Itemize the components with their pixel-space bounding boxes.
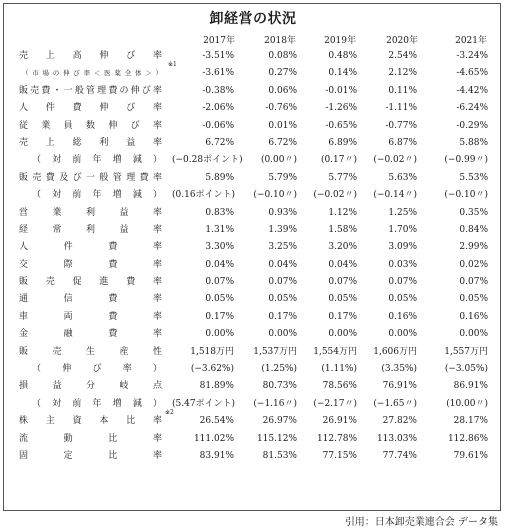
table-cell: 1,557万円 bbox=[444, 346, 488, 357]
row-label bbox=[32, 152, 162, 169]
table-cell: -0.06% bbox=[202, 120, 234, 131]
row-label bbox=[32, 187, 162, 204]
table-cell: 0.05% bbox=[328, 294, 357, 305]
row-label-text: 株主資本比率 bbox=[19, 416, 162, 427]
row-label bbox=[19, 274, 162, 291]
table-cell: -4.65% bbox=[456, 68, 488, 79]
row-label-text: 人件費率 bbox=[19, 242, 162, 253]
table-cell: 0.17% bbox=[205, 311, 234, 322]
table-cell: 5.79% bbox=[268, 172, 297, 183]
row-label-text: 損益分岐点 bbox=[19, 381, 162, 392]
table-cell: 77.74% bbox=[382, 450, 417, 461]
row-label bbox=[32, 396, 162, 413]
table-cell: 0.07% bbox=[268, 277, 297, 288]
row-label bbox=[19, 448, 162, 465]
table-cell: -1.26% bbox=[325, 103, 357, 114]
table-cell: 27.82% bbox=[382, 416, 417, 427]
table-row bbox=[0, 396, 506, 413]
table-cell: 0.05% bbox=[388, 294, 417, 305]
table-cell: 78.56% bbox=[322, 381, 357, 392]
table-cell: 5.77% bbox=[328, 172, 357, 183]
table-cell: (0.16ポイント) bbox=[172, 190, 236, 201]
row-label-text: 従業員数伸び率 bbox=[19, 120, 162, 131]
table-cell: (−0.02〃) bbox=[373, 155, 417, 166]
row-label-text: 交際費率 bbox=[19, 259, 162, 270]
table-cell: 28.17% bbox=[453, 416, 488, 427]
table-cell: 0.93% bbox=[268, 207, 297, 218]
data-table bbox=[0, 48, 506, 465]
row-label bbox=[19, 170, 162, 187]
table-cell: 0.27% bbox=[268, 68, 297, 79]
table-cell: 0.07% bbox=[459, 277, 488, 288]
table-cell: 0.04% bbox=[268, 259, 297, 270]
table-cell: (3.35%) bbox=[381, 364, 417, 375]
table-cell: 1.12% bbox=[328, 207, 357, 218]
table-cell: -3.51% bbox=[202, 51, 234, 61]
table-cell: 0.06% bbox=[268, 85, 297, 96]
table-row bbox=[0, 361, 506, 378]
row-label-text: 人件費伸び率 bbox=[19, 103, 162, 114]
table-cell: 80.73% bbox=[262, 381, 297, 392]
table-cell: 0.03% bbox=[388, 259, 417, 270]
row-label-text: 売上総利益率 bbox=[19, 137, 162, 148]
row-label-text: 流動比率 bbox=[19, 433, 162, 444]
table-row bbox=[0, 118, 506, 135]
year-header-2021: 2021年 bbox=[455, 36, 487, 46]
table-cell: (−1.16〃) bbox=[253, 398, 297, 409]
table-row bbox=[0, 378, 506, 395]
table-row bbox=[0, 61, 506, 82]
table-cell: 0.48% bbox=[328, 51, 357, 61]
row-label bbox=[19, 431, 162, 448]
table-cell: -0.01% bbox=[325, 85, 357, 96]
table-row bbox=[0, 291, 506, 308]
table-row bbox=[0, 187, 506, 204]
table-cell: 0.07% bbox=[205, 277, 234, 288]
table-cell: 0.02% bbox=[459, 259, 488, 270]
row-label bbox=[19, 409, 174, 430]
row-label bbox=[19, 378, 162, 395]
table-cell: 26.54% bbox=[199, 416, 234, 427]
source-note: 引用：日本卸売業連合会 データ集 bbox=[344, 517, 498, 528]
table-cell: 81.53% bbox=[262, 450, 297, 461]
row-label bbox=[19, 118, 162, 135]
table-cell: 6.87% bbox=[388, 137, 417, 148]
table-cell: 3.09% bbox=[388, 242, 417, 253]
table-cell: 6.89% bbox=[328, 137, 357, 148]
table-row bbox=[0, 326, 506, 343]
table-cell: -3.61% bbox=[202, 68, 234, 79]
row-label-text: 営業利益率 bbox=[19, 207, 162, 218]
table-cell: (−3.62%) bbox=[190, 364, 234, 375]
table-cell: (−0.02〃) bbox=[313, 190, 357, 201]
table-cell: 86.91% bbox=[453, 381, 488, 392]
table-cell: 112.86% bbox=[447, 433, 488, 444]
table-cell: -4.42% bbox=[456, 85, 488, 96]
table-cell: 1.58% bbox=[328, 224, 357, 235]
table-cell: 113.03% bbox=[376, 433, 417, 444]
table-cell: 2.54% bbox=[388, 51, 417, 61]
table-cell: 2.99% bbox=[459, 242, 488, 253]
table-row bbox=[0, 409, 506, 430]
row-label bbox=[19, 100, 162, 117]
row-label-text: 金融費率 bbox=[19, 329, 162, 340]
table-row bbox=[0, 239, 506, 256]
table-cell: (−0.28ポイント) bbox=[172, 155, 243, 166]
row-label bbox=[19, 309, 162, 326]
table-cell: -1.11% bbox=[385, 103, 417, 114]
row-label-text: 販売生産性 bbox=[19, 346, 162, 357]
table-cell: 0.35% bbox=[459, 207, 488, 218]
table-cell: 0.00% bbox=[268, 329, 297, 340]
row-label bbox=[19, 135, 162, 152]
footnote-marker: ※1 bbox=[168, 61, 177, 69]
table-cell: 115.12% bbox=[256, 433, 297, 444]
table-cell: 5.89% bbox=[205, 172, 234, 183]
table-cell: 1.25% bbox=[388, 207, 417, 218]
row-label-text: 固定比率 bbox=[19, 450, 162, 461]
table-cell: 0.17% bbox=[328, 311, 357, 322]
table-cell: 3.20% bbox=[328, 242, 357, 253]
table-row bbox=[0, 257, 506, 274]
table-cell: (−3.05%) bbox=[444, 364, 488, 375]
table-cell: -0.77% bbox=[385, 120, 417, 131]
table-cell: 0.05% bbox=[205, 294, 234, 305]
table-cell: (1.25%) bbox=[261, 364, 297, 375]
table-cell: 0.07% bbox=[328, 277, 357, 288]
table-cell: 6.72% bbox=[205, 137, 234, 148]
table-row bbox=[0, 309, 506, 326]
table-cell: (−0.10〃) bbox=[444, 190, 488, 201]
table-cell: 0.05% bbox=[459, 294, 488, 305]
row-label-text: （対前年増減） bbox=[32, 190, 162, 201]
table-cell: 26.97% bbox=[262, 416, 297, 427]
table-cell: 112.78% bbox=[316, 433, 357, 444]
row-label-text: 通信費率 bbox=[19, 294, 162, 305]
row-label bbox=[19, 257, 162, 274]
row-label-text: （対前年増減） bbox=[32, 155, 162, 166]
table-cell: 83.91% bbox=[199, 450, 234, 461]
table-cell: 76.91% bbox=[382, 381, 417, 392]
table-cell: 0.00% bbox=[328, 329, 357, 340]
table-row bbox=[0, 344, 506, 361]
table-cell: 5.88% bbox=[459, 137, 488, 148]
year-header-2017: 2017年 bbox=[203, 36, 235, 46]
table-cell: 111.02% bbox=[193, 433, 234, 444]
table-row bbox=[0, 83, 506, 100]
table-cell: -0.38% bbox=[202, 85, 234, 96]
table-cell: (5.47ポイント) bbox=[172, 398, 236, 409]
table-cell: 0.04% bbox=[328, 259, 357, 270]
table-cell: (10.00〃) bbox=[446, 398, 488, 409]
row-label-text: 車両費率 bbox=[19, 311, 162, 322]
table-row bbox=[0, 431, 506, 448]
year-header bbox=[0, 33, 506, 45]
year-header-2019: 2019年 bbox=[324, 36, 356, 46]
table-cell: (−2.17〃) bbox=[313, 398, 357, 409]
table-cell: 0.01% bbox=[268, 120, 297, 131]
row-label bbox=[22, 61, 177, 82]
table-row bbox=[0, 274, 506, 291]
row-label bbox=[19, 83, 162, 100]
table-cell: 1.39% bbox=[268, 224, 297, 235]
table-cell: 2.12% bbox=[388, 68, 417, 79]
table-cell: 77.15% bbox=[322, 450, 357, 461]
table-cell: (1.11%) bbox=[321, 364, 357, 375]
table-cell: 0.14% bbox=[328, 68, 357, 79]
table-cell: (−0.14〃) bbox=[373, 190, 417, 201]
table-cell: 79.61% bbox=[453, 450, 488, 461]
table-row bbox=[0, 48, 506, 65]
table-cell: (0.00〃) bbox=[260, 155, 297, 166]
table-row bbox=[0, 205, 506, 222]
table-cell: 0.11% bbox=[388, 85, 417, 96]
table-row bbox=[0, 135, 506, 152]
row-label-text: 販売費・一般管理費の伸び率 bbox=[19, 85, 162, 96]
table-cell: 0.00% bbox=[205, 329, 234, 340]
row-label-text: （伸び率） bbox=[32, 364, 162, 375]
table-cell: 0.83% bbox=[205, 207, 234, 218]
row-label bbox=[19, 48, 162, 65]
table-cell: (−0.99〃) bbox=[444, 155, 488, 166]
table-cell: -2.06% bbox=[202, 103, 234, 114]
row-label bbox=[19, 239, 162, 256]
table-cell: 6.72% bbox=[268, 137, 297, 148]
table-cell: 1.31% bbox=[205, 224, 234, 235]
year-header-2018: 2018年 bbox=[264, 36, 296, 46]
table-row bbox=[0, 100, 506, 117]
row-label bbox=[32, 361, 162, 378]
table-cell: -0.76% bbox=[265, 103, 297, 114]
table-row bbox=[0, 170, 506, 187]
table-cell: -0.65% bbox=[325, 120, 357, 131]
table-cell: 0.05% bbox=[268, 294, 297, 305]
table-cell: 0.16% bbox=[388, 311, 417, 322]
table-cell: 0.07% bbox=[388, 277, 417, 288]
table-cell: -6.24% bbox=[456, 103, 488, 114]
row-label bbox=[19, 344, 162, 361]
table-cell: 81.89% bbox=[199, 381, 234, 392]
table-row bbox=[0, 222, 506, 239]
table-cell: -0.29% bbox=[456, 120, 488, 131]
table-cell: 1,518万円 bbox=[190, 346, 234, 357]
footnote-marker: ※2 bbox=[165, 409, 174, 417]
row-label bbox=[19, 291, 162, 308]
table-cell: 0.04% bbox=[205, 259, 234, 270]
table-cell: 0.00% bbox=[388, 329, 417, 340]
table-cell: 0.17% bbox=[268, 311, 297, 322]
row-label-text: 販売促進費率 bbox=[19, 277, 162, 288]
row-label bbox=[19, 326, 162, 343]
row-label bbox=[19, 205, 162, 222]
year-header-2020: 2020年 bbox=[386, 36, 418, 46]
table-cell: 1,606万円 bbox=[373, 346, 417, 357]
table-row bbox=[0, 448, 506, 465]
table-cell: (−0.10〃) bbox=[253, 190, 297, 201]
table-cell: 0.84% bbox=[459, 224, 488, 235]
table-cell: 0.16% bbox=[459, 311, 488, 322]
table-cell: 0.08% bbox=[268, 51, 297, 61]
table-cell: 1.70% bbox=[388, 224, 417, 235]
table-cell: -3.24% bbox=[456, 51, 488, 61]
table-row bbox=[0, 152, 506, 169]
row-label-text: （市場の伸び率＜医薬全体＞） bbox=[22, 69, 162, 78]
table-cell: 1,554万円 bbox=[313, 346, 357, 357]
row-label bbox=[19, 222, 162, 239]
page-title: 卸経営の状況 bbox=[209, 11, 297, 27]
row-label-text: 経常利益率 bbox=[19, 224, 162, 235]
table-cell: 26.91% bbox=[322, 416, 357, 427]
table-cell: 1,537万円 bbox=[253, 346, 297, 357]
table-cell: (−1.65〃) bbox=[373, 398, 417, 409]
table-cell: 3.25% bbox=[268, 242, 297, 253]
row-label-text: （対前年増減） bbox=[32, 398, 162, 409]
row-label-text: 販売費及び一般管理費率 bbox=[19, 172, 162, 183]
table-cell: (0.17〃) bbox=[320, 155, 357, 166]
table-cell: 0.00% bbox=[459, 329, 488, 340]
table-cell: 5.53% bbox=[459, 172, 488, 183]
table-cell: 5.63% bbox=[388, 172, 417, 183]
row-label-text: 売上高伸び率 bbox=[19, 51, 162, 61]
table-cell: 3.30% bbox=[205, 242, 234, 253]
